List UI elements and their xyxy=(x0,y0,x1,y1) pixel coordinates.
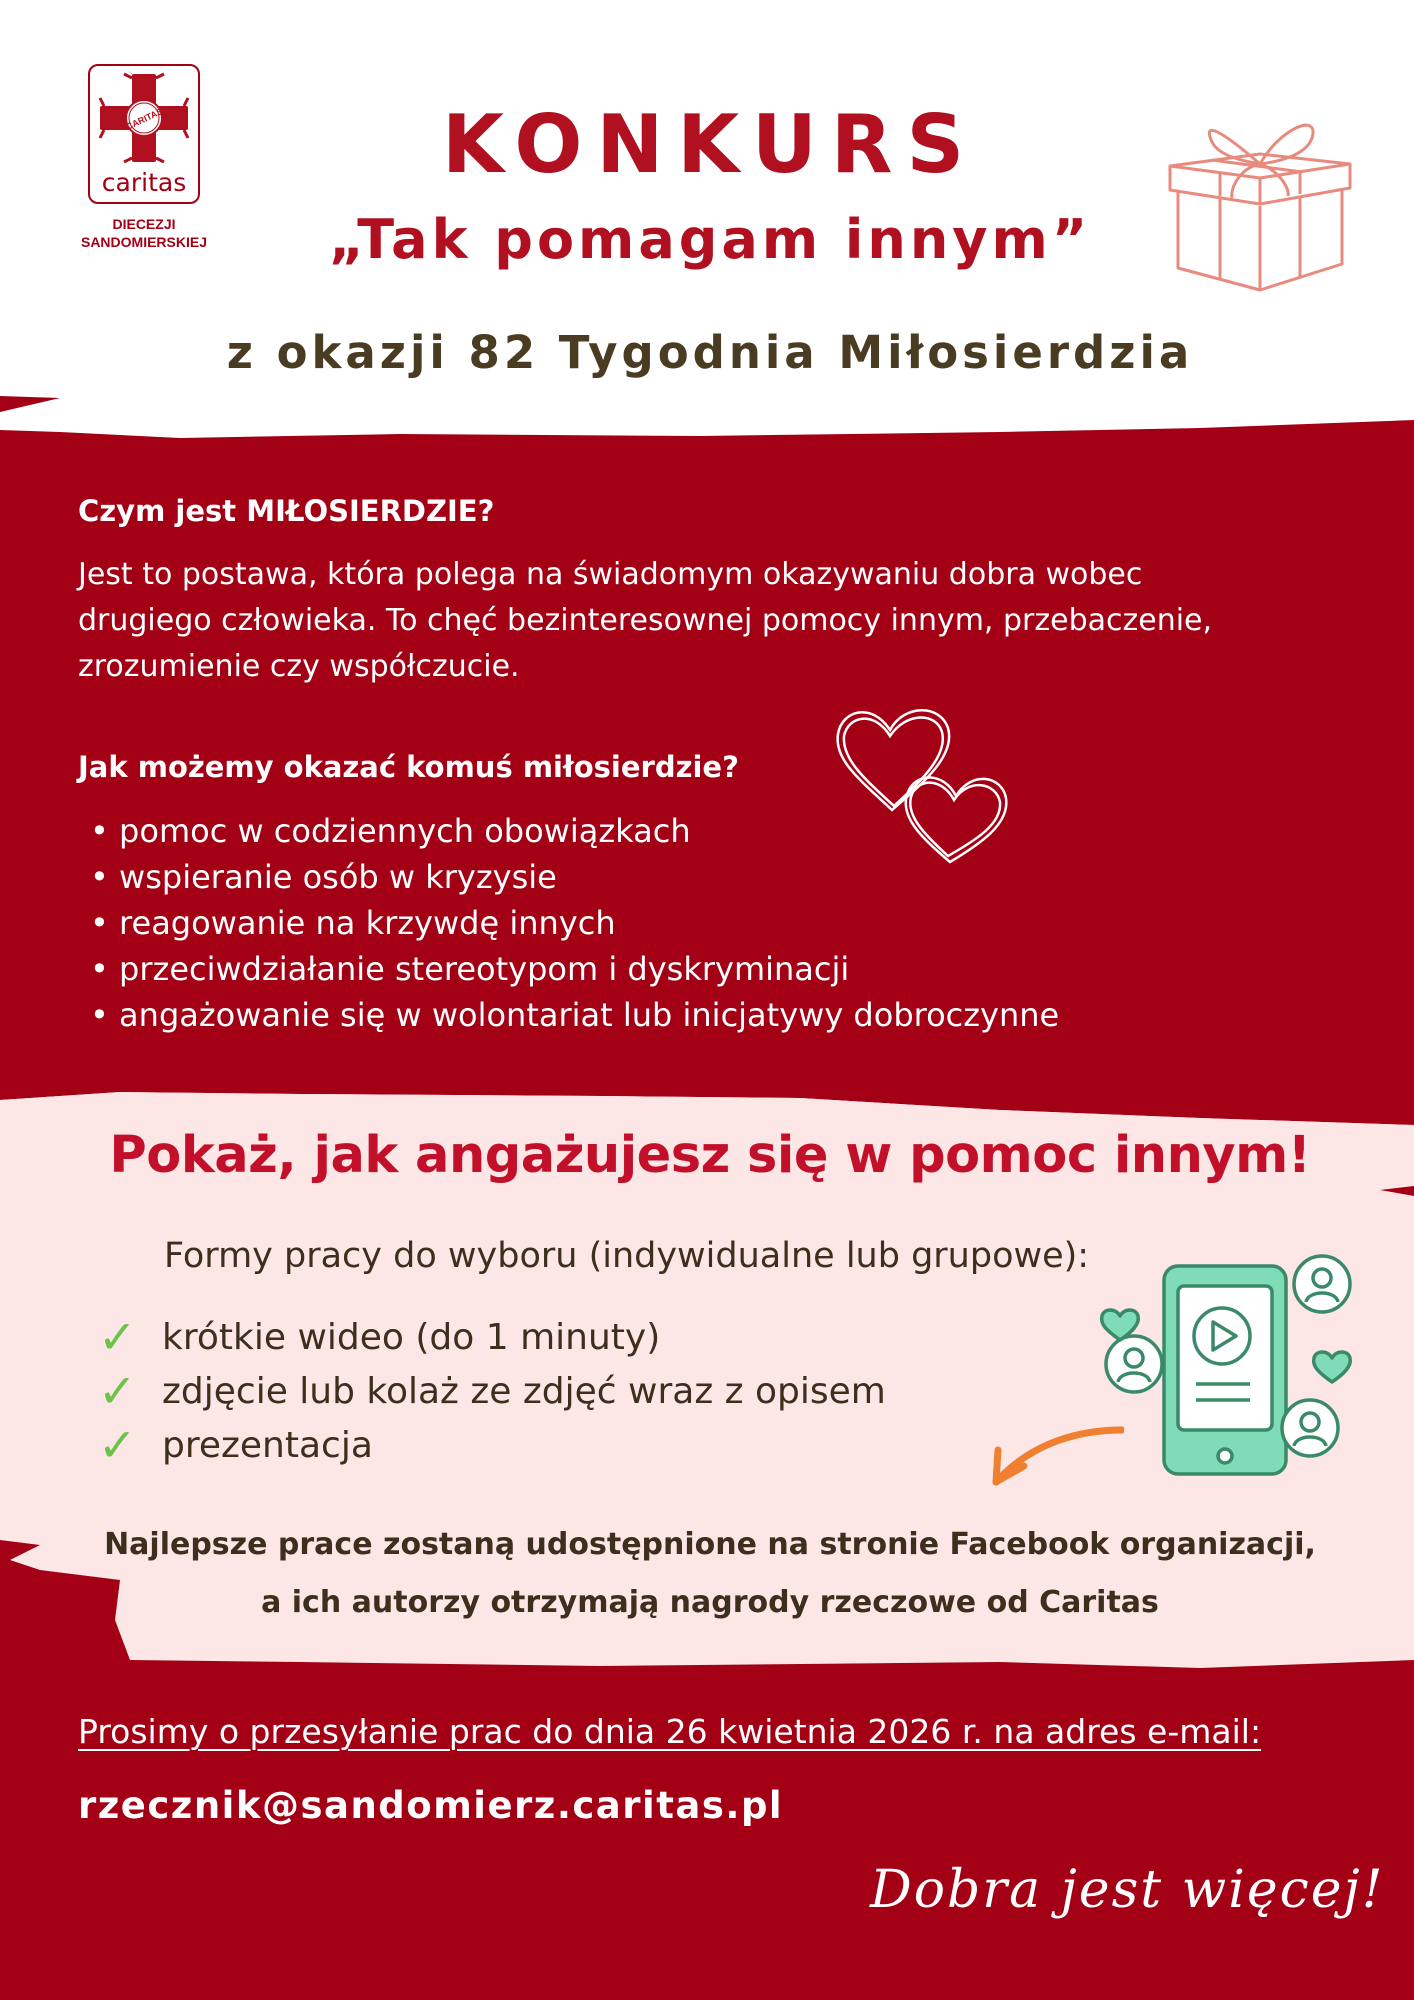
list-item xyxy=(90,946,849,992)
list-item xyxy=(90,854,557,900)
bullet: • xyxy=(90,812,109,850)
occasion-subtitle: z okazji 82 Tygodnia Miłosierdzia xyxy=(226,326,1194,379)
bullet: • xyxy=(90,996,109,1034)
contest-name: „Tak pomagam innym” xyxy=(328,208,1092,271)
contact-email[interactable]: rzecznik@sandomierz.caritas.pl xyxy=(78,1784,784,1827)
logo-word: caritas xyxy=(101,168,187,197)
list-item xyxy=(98,1310,661,1364)
caritas-logo-icon xyxy=(96,70,192,166)
note-line-1: Najlepsze prace zostaną udostępnione na stronie Facebook organizacji, xyxy=(104,1527,1316,1562)
note-line-2: a ich autorzy otrzymają nagrody rzeczowe od Caritas xyxy=(261,1585,1159,1620)
submission-instruction: Prosimy o przesyłanie prac do dnia 26 kwietnia 2026 r. na adres e-mail: xyxy=(78,1712,1262,1751)
check-icon: ✓ xyxy=(98,1364,137,1418)
definition-line-1: Jest to postawa, która polega na świadomym okazywaniu dobra wobec xyxy=(78,557,1143,592)
logo-subtitle-line1: DIECEZJI xyxy=(112,216,176,232)
list-item xyxy=(98,1418,373,1472)
list-item-text: wspieranie osób w kryzysie xyxy=(119,858,557,896)
bullet: • xyxy=(90,858,109,896)
call-to-action: Pokaż, jak angażujesz się w pomoc innym! xyxy=(109,1126,1311,1185)
bullet: • xyxy=(90,950,109,988)
arrow-icon xyxy=(984,1420,1124,1500)
two-hearts-icon xyxy=(830,700,1030,872)
forms-intro: Formy pracy do wyboru (indywidualne lub grupowe): xyxy=(164,1236,1090,1276)
list-item-text: przeciwdziałanie stereotypom i dyskryminacji xyxy=(119,950,850,988)
list-item-text: pomoc w codziennych obowiązkach xyxy=(119,812,691,850)
phone-video-icon xyxy=(1096,1250,1360,1480)
definition-line-2: drugiego człowieka. To chęć bezinteresownej pomocy innym, przebaczenie, xyxy=(78,603,1213,638)
definition-line-3: zrozumienie czy współczucie. xyxy=(78,649,520,684)
list-item xyxy=(90,900,616,946)
list-item xyxy=(90,808,691,854)
check-icon: ✓ xyxy=(98,1310,137,1364)
list-item xyxy=(98,1364,886,1418)
list-item-text: angażowanie się w wolontariat lub inicjatywy dobroczynne xyxy=(119,996,1060,1034)
how-question: Jak możemy okazać komuś miłosierdzie? xyxy=(78,750,739,784)
logo-subtitle-line2: SANDOMIERSKIEJ xyxy=(80,234,208,250)
page-title: KONKURS xyxy=(441,98,979,191)
bullet: • xyxy=(90,904,109,942)
logo-seal-text: CARITAS xyxy=(124,106,165,132)
list-item xyxy=(90,992,1059,1038)
list-item-text: krótkie wideo (do 1 minuty) xyxy=(162,1317,661,1358)
list-item-text: prezentacja xyxy=(162,1425,373,1466)
mercy-question: Czym jest MIŁOSIERDZIE? xyxy=(78,494,495,528)
list-item-text: reagowanie na krzywdę innych xyxy=(119,904,616,942)
list-item-text: zdjęcie lub kolaż ze zdjęć wraz z opisem xyxy=(162,1371,886,1412)
slogan: Dobra jest więcej! xyxy=(870,1860,1385,1920)
gift-box-icon xyxy=(1160,108,1360,298)
check-icon: ✓ xyxy=(98,1418,137,1472)
